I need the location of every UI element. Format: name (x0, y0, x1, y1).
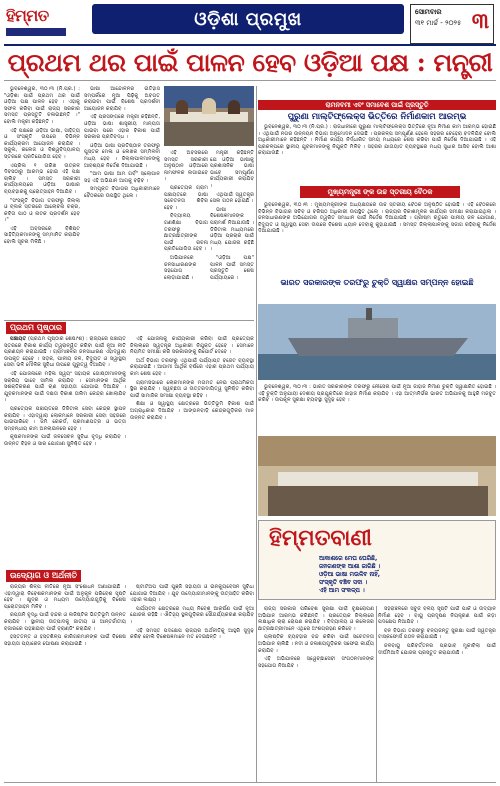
logo-tag-bar (6, 28, 66, 36)
photo-person (228, 100, 240, 114)
article-column-3: ଏହି ଅବସରରେ ସମସ୍ତ ସରକାରୀ ଅନୁଷ୍ଠାନ ଓଡ଼ିଆରେ ନାମଫଳକ ଲଗାଇବେ । ପ୍ରତ୍ୟେକ ଗ୍ରାମ ପଞ୍ଚାୟତରେ ଭାଷା ସଚେତନତା ଶିବିର ହେବ । ବିଦ୍ୟାଳୟ ଗଣଶିକ୍ଷା ବିଭାଗ ତରଫରୁ ଛାତ୍ରଛାତ୍ରୀଙ୍କ ପାଇଁ ରଚନା ପ୍ରତିଯୋଗିତା ହେବ । ଅଭିଯାନରେ ଜନସାଧାରଣଙ୍କ ସହଯୋଗ ଲୋଡ଼ାଯାଇଛି । (164, 150, 208, 281)
poem-line: ଜନଗଣଙ୍କ ଆଶା ଜାଗିଛି । (319, 563, 381, 570)
lower-column-1: ପଞ୍ଚାୟତ (ପ୍ରଥମ ପୃଷ୍ଠାର ଶେଷାଂଶ) : ରାଜ୍ୟରେ ପଞ୍ଚାୟତ ସ୍ତରରେ ବିକାଶ କାର୍ଯ୍ୟ ତ୍ୱରାନ୍ୱିତ କରିବା ପାଇଁ ନୂଆ ନୀତି ପ୍ରଣୟନ କରାଯାଇଛି । ଗ୍ରାମାଞ୍ଚଳର ଜନସାଧାରଣ ଏହାଦ୍ୱାରା ଉପକୃତ ହେବେ । ସଡ଼କ, ପାନୀୟ ଜଳ, ବିଦ୍ୟୁତ ଓ ସ୍ୱାସ୍ଥ୍ୟ ସେବା ଭଳି ମୌଳିକ ସୁବିଧା ଉପରେ ଗୁରୁତ୍ୱ ଦିଆଯିବ । ଏହି ଯୋଜନାରେ ମହିଳା ସ୍ୱୟଂ ସହାୟକ ଗୋଷ୍ଠୀମାନଙ୍କୁ ସକ୍ରିୟ ଭାବେ ସାମିଲ କରାଯିବ । ସେମାନଙ୍କ ଆର୍ଥିକ ସଶକ୍ତିକରଣ ପାଇଁ ଋଣ ସହାୟତା ଯୋଗାଇ ଦିଆଯିବ । ଯୁବକମାନଙ୍କ ପାଇଁ ଦକ୍ଷତା ବିକାଶ ତାଲିମ କେନ୍ଦ୍ର ଖୋଲାଯିବ । ପ୍ରତ୍ୟେକ ପଞ୍ଚାୟତରେ ଡିଜିଟାଲ ସେବା କେନ୍ଦ୍ର ସ୍ଥାପନ କରାଯିବ । ଏହାଦ୍ୱାରା ଲୋକମାନେ ସରକାରୀ ସେବା ସହଜରେ ପାଇପାରିବେ । ଜମି ରେକର୍ଡ, ପ୍ରମାଣପତ୍ର ଓ ଭତ୍ତା ସମ୍ବନ୍ଧୀୟ କାମ ଅନଲାଇନରେ ହେବ । କୃଷକମାନଙ୍କ ପାଇଁ ଜଳସେଚନ ସୁବିଧା ବୃଦ୍ଧି କରାଯିବ । ଉନ୍ନତ ବିହନ ଓ ସାର ଯୋଗାଣ ସୁନିଶ୍ଚିତ ହେବ । (4, 336, 126, 447)
side-story-headline: ପୁରୁଣା ମାଲ୍ଟିଫ୍ଲେକ୍ସ ଭିତ୍ତିରେ ନିର୍ମାଣକାମ ଆରମ୍ଭ (287, 112, 467, 122)
section-title: ଓଡ଼ିଶା ପ୍ରମୁଖ (194, 8, 302, 30)
side-story-body-2: ଭୁବନେଶ୍ୱର, ୩୦।୩ : ମୁଖ୍ୟମନ୍ତ୍ରୀଙ୍କ ଅଧ୍ୟକ୍ଷତାରେ ଉଚ୍ଚ ସ୍ତରୀୟ ବୈଠକ ଅନୁଷ୍ଠିତ ହୋଇଛି । ଏହି ବୈଠକରେ ବିଭିନ୍ନ ବିଭାଗର ସଚିବ ଓ ବରିଷ୍ଠ ଅଧିକାରୀ ଉପସ୍ଥିତ ଥିଲେ । ରାଜ୍ୟର ବିକାଶମୂଳକ କାର୍ଯ୍ୟର ସମୀକ୍ଷା କରାଯାଇଥିଲା । ଜନସାଧାରଣଙ୍କ ଅଭିଯୋଗର ତ୍ୱରିତ ସମାଧାନ ପାଇଁ ନିର୍ଦ୍ଦେଶ ଦିଆଯାଇଛି । ଗ୍ରୀଷ୍ମ ଋତୁରେ ପାନୀୟ ଜଳ ଯୋଗାଣ, ବିଦ୍ୟୁତ ଓ ସ୍ୱାସ୍ଥ୍ୟ ସେବା ଉପରେ ବିଶେଷ ଧ୍ୟାନ ଦେବାକୁ କୁହାଯାଇଛି । ସମସ୍ତ ଜିଲ୍ଲାପାଳଙ୍କୁ ସଜାଗ ରହିବାକୁ ନିର୍ଦ୍ଦେଶ ଦିଆଯାଇଛି । (258, 202, 496, 235)
photo-audience (268, 486, 488, 516)
photo-table (278, 472, 478, 486)
lower-column-3: ରାଜ୍ୟର ଶିଳ୍ପ ନୀତିରେ ନୂଆ ସଂଶୋଧନ ଅଣାଯାଇଛି । ଏହାଦ୍ୱାରା ନିବେଶକମାନଙ୍କ ପାଇଁ ଅନୁକୂଳ ପରିବେଶ ସୃଷ୍ଟି ହେବ । କ୍ଷୁଦ୍ର ଓ ମଧ୍ୟମ ଉଦ୍ୟୋଗଗୁଡ଼ିକୁ ବିଶେଷ ପ୍ରୋତ୍ସାହନ ମିଳିବ । ରପ୍ତାନି ବୃଦ୍ଧି ପାଇଁ ବନ୍ଦର ଓ ଲଜିଷ୍ଟିକ ଭିତ୍ତିଭୂମି ଉନ୍ନତ କରାଯିବ । ସ୍ଥାନୀୟ ଉତ୍ପାଦକୁ ଜାତୀୟ ଓ ଆନ୍ତର୍ଜାତୀୟ ବଜାରରେ ପହଞ୍ଚାଇବା ପାଇଁ ବ୍ରାଣ୍ଡିଂ କରାଯିବ । ହସ୍ତତନ୍ତ ଓ ହସ୍ତଶିଳ୍ପ କାରିଗରମାନଙ୍କ ପାଇଁ ବିଶେଷ ସହାୟତା ପ୍ୟାକେଜ ଘୋଷଣା କରାଯାଇଛି । (4, 584, 126, 647)
press-meet-photo (164, 86, 254, 146)
masthead-rule (4, 44, 496, 46)
side-story-body: ଭୁବନେଶ୍ୱର, ୩୦।୩ (ନି.ପ୍ର.) : ରାଜଧାନୀରେ ପୁରୁଣା ମାଲ୍ଟିଫ୍ଲେକ୍ସ ଭିତ୍ତିରେ ନୂଆ ନିର୍ମାଣ କାମ ଆରମ୍ଭ ହୋଇଛି । ଏଥିପାଇଁ ନଗର ଉନ୍ନୟନ ବିଭାଗ ଅନୁମୋଦନ ଦେଇଛି । ପ୍ରକଳ୍ପ ସମ୍ପୂର୍ଣ୍ଣ ହେଲେ ସହରର ଚେହେରା ବଦଳିଯିବ ବୋଲି ଅଧିକାରୀମାନେ କହିଛନ୍ତି । ନିର୍ମାଣ କାର୍ଯ୍ୟ ନିର୍ଦ୍ଧାରିତ ସମୟ ମଧ୍ୟରେ ଶେଷ କରିବା ପାଇଁ ନିର୍ଦ୍ଦେଶ ଦିଆଯାଇଛି । ଏହି ପ୍ରକଳ୍ପରେ ସ୍ଥାନୀୟ ଯୁବକମାନଙ୍କୁ ନିଯୁକ୍ତି ମିଳିବ । ସହରର ଯାତାୟାତ ବ୍ୟବସ୍ଥାରେ ମଧ୍ୟ ସୁଧାର ଆସିବ ବୋଲି ଆଶା କରାଯାଉଛି । (258, 124, 496, 157)
ship-tower (348, 318, 398, 338)
photo-person (202, 98, 216, 114)
page-number: ୩ (471, 9, 489, 34)
photo-sea (258, 354, 496, 380)
side-story-kicker: ରାମନବମୀ ଏବଂ ସମାବେଶ ପାଇଁ ପ୍ରସ୍ତୁତି (258, 100, 496, 110)
side-sub-headline: ମୁଖ୍ୟମନ୍ତ୍ରୀ ଙ୍କ ଉଚ୍ଚ ସ୍ତରୀୟ ବୈଠକ (300, 186, 460, 198)
article-column-1: ଭୁବନେଶ୍ୱର, ୩୦।୩ (ନି.ପ୍ର.) : "ଓଡ଼ିଶା ପାଇଁ ପ୍ରଥମ ଥର ପାଇଁ ଓଡ଼ିଆ ପକ୍ଷ ପାଳନ ହେବ । ଏହାକୁ ସଫଳ କରିବା ପାଇଁ ରାଜ୍ୟ ସରକାର ସମସ୍ତ ପ୍ରସ୍ତୁତି ଚଳାଇଛନ୍ତି ।" ବୋଲି ମନ୍ତ୍ରୀ କହିଛନ୍ତି । ଏହି ପକ୍ଷରେ ଓଡ଼ିଆ ଭାଷା, ସାହିତ୍ୟ ଓ ସଂସ୍କୃତି ଉପରେ ବିଭିନ୍ନ କାର୍ଯ୍ୟକ୍ରମ ଆୟୋଜନ କରାଯିବ । ସ୍କୁଲ, କଲେଜ ଓ ବିଶ୍ୱବିଦ୍ୟାଳୟ ସ୍ତରରେ ପ୍ରତିଯୋଗିତା ହେବ । ଏପ୍ରିଲ ୧ ତାରିଖ ଉତ୍କଳ ଦିବସଠାରୁ ଆରମ୍ଭ ହୋଇ ଏହି ପକ୍ଷ ଚାଲିବ । ସମସ୍ତ ସରକାରୀ କାର୍ଯ୍ୟାଳୟରେ ଓଡ଼ିଆ ଭାଷାର ବ୍ୟବହାରକୁ ପ୍ରୋତ୍ସାହନ ଦିଆଯିବ । "ସଂସ୍କୃତି ବିଭାଗ ତରଫରୁ ଜିଲ୍ଲା ଓ ବ୍ଲକ ସ୍ତରରେ ଆଲୋଚନା ଚକ୍ର, କବିତା ପାଠ ଓ ନାଟକ ପ୍ରଦର୍ଶନ ହେବ ।" ଏହି ଅବସରରେ ବିଶିଷ୍ଟ ସାହିତ୍ୟିକମାନଙ୍କୁ ସମ୍ମାନିତ କରାଯିବ ବୋଲି ସୂଚନା ମିଳିଛି । (4, 86, 80, 246)
photo-person (176, 100, 188, 114)
lower-column-2: ଏହି ଯୋଜନାକୁ କାର୍ଯ୍ୟକାରୀ କରିବା ପାଇଁ ପ୍ରତ୍ୟେକ ଜିଲ୍ଲାରେ ସ୍ୱତନ୍ତ୍ର ଅଧିକାରୀ ନିଯୁକ୍ତ ହେବେ । ସେମାନେ ନିୟମିତ ସମୀକ୍ଷା କରି ସରକାରଙ୍କୁ ରିପୋର୍ଟ ଦେବେ । ଅର୍ଥ ବିଭାଗ ତରଫରୁ ଏଥିପାଇଁ ପର୍ଯ୍ୟାପ୍ତ ବଜେଟ ବ୍ୟବସ୍ଥା କରାଯାଇଛି । ଆଗାମୀ ଆର୍ଥିକ ବର୍ଷରେ ଏହାର ପ୍ରଥମ ପର୍ଯ୍ୟାୟ କାମ ଶେଷ ହେବ । ଗ୍ରାମସଭାରେ ଲୋକମାନଙ୍କ ମତାମତ ନେଇ ପ୍ରାଥମିକତା ସ୍ଥିର କରାଯିବ । ସ୍ୱଚ୍ଛତା ଓ ଉତ୍ତରଦାୟିତ୍ୱ ସୁନିଶ୍ଚିତ କରିବା ପାଇଁ ସାମାଜିକ ସମୀକ୍ଷା ବ୍ୟବସ୍ଥା ରହିବ । ଶିକ୍ଷା ଓ ସ୍ୱାସ୍ଥ୍ୟ କ୍ଷେତ୍ରରେ ଭିତ୍ତିଭୂମି ବିକାଶ ପାଇଁ ଅଗ୍ରାଧିକାର ଦିଆଯିବ । ଆଙ୍ଗନବାଡ଼ି କେନ୍ଦ୍ରଗୁଡ଼ିକର ମାନ ଉନ୍ନତ କରାଯିବ । (130, 336, 254, 421)
poem-line: ସଂସ୍କୃତି ବଞ୍ଚିବ ସଦା । (319, 579, 368, 586)
lower-column-4: ଷ୍ଟାର୍ଟଅପ ପାଇଁ ପୁଞ୍ଜି ସହାୟତା ଓ ଇନକ୍ୟୁବେସନ ସୁବିଧା ଯୋଗାଇ ଦିଆଯିବ । ଯୁବ ଉଦ୍ୟୋଗୀମାନଙ୍କୁ ଉତ୍ସାହିତ କରିବା ଏହାର ଲକ୍ଷ୍ୟ । ପର୍ଯ୍ୟଟନ କ୍ଷେତ୍ରରେ ମଧ୍ୟ ନିବେଶ ଆକର୍ଷଣ ପାଇଁ ନୂଆ ଯୋଜନା ରହିଛି । ଐତିହ୍ୟ ସ୍ଥଳଗୁଡ଼ିକର ସୌନ୍ଦର୍ଯ୍ୟକରଣ କରାଯିବ । ଏହି ସମସ୍ତ ପଦକ୍ଷେପ ରାଜ୍ୟର ଅର୍ଥନୀତିକୁ ଆହୁରି ସୁଦୃଢ଼ କରିବ ବୋଲି ବିଶେଷଜ୍ଞମାନେ ମତ ଦେଇଛନ୍ତି । (130, 584, 254, 641)
main-headline: ପ୍ରଥମ ଥର ପାଇଁ ପାଳନ ହେବ ଓଡ଼ିଆ ପକ୍ଷ : ମନ୍ତ୍ରୀ (7, 48, 493, 77)
poem-box (258, 520, 496, 600)
sub-section-tag: ଉଦ୍ୟୋଗ ଓ ଅର୍ଥନୀତି (6, 570, 81, 582)
article-column-2: ଭାଷା ଆନ୍ଦୋଳନର ଇତିହାସ ସମ୍ପର୍କରେ ନୂଆ ପିଢ଼ିକୁ ଅବଗତ କରାଇବା ପାଇଁ ବିଶେଷ ପ୍ରଦର୍ଶନୀ ଆୟୋଜନ କରାଯିବ । ଏହି ପ୍ରସଙ୍ଗରେ ମନ୍ତ୍ରୀ କହିଛନ୍ତି, ଓଡ଼ିଆ ଭାଷା ଶାସ୍ତ୍ରୀୟ ମାନ୍ୟତା ପାଇବା ପରେ ଏହାର ବିକାଶ ପାଇଁ ସରକାର ପ୍ରତିବଦ୍ଧ । ଓଡ଼ିଆ ଭାଷା ପ୍ରତିଷ୍ଠାନ ତରଫରୁ ପୁସ୍ତକ ମେଳା ଓ ଲେଖକ ସମ୍ମିଳନୀ ମଧ୍ୟ ହେବ । ଜିଲ୍ଲାପାଳମାନଙ୍କୁ ଆବଶ୍ୟକ ନିର୍ଦ୍ଦେଶ ଦିଆଯାଇଛି । "ଆମ ଭାଷା ଆମ ଗର୍ବ" ସ୍ଲୋଗାନ ସହ ଏହି ଅଭିଯାନ ଆଗକୁ ବଢ଼ିବ । ସମ୍ପୃକ୍ତ ବିଭାଗର ଅଧିକାରୀମାନେ ବୈଠକରେ ଉପସ୍ଥିତ ଥିଲେ । (84, 86, 160, 199)
issue-date: ୩୧ ମାର୍ଚ୍ଚ - ୨୦୨୫ (415, 19, 462, 27)
newspaper-logo (6, 6, 66, 40)
headline-rule (4, 80, 496, 81)
right-lower-column-1: ରାଜ୍ୟ ସରକାର ପରିବେଶ ସୁରକ୍ଷା ପାଇଁ ବୃକ୍ଷରୋପଣ ଅଭିଯାନ ଆରମ୍ଭ କରିଛନ୍ତି । ପ୍ରତ୍ୟେକ ଜିଲ୍ଲାରେ ଲକ୍ଷାଧିକ ଚାରା ରୋପଣ କରାଯିବ । ବିଦ୍ୟାଳୟ ଓ କଲେଜର ଛାତ୍ରଛାତ୍ରୀମାନେ ଏଥିରେ ଅଂଶଗ୍ରହଣ କରିବେ । ପ୍ଲାଷ୍ଟିକ ବ୍ୟବହାର ବନ୍ଦ କରିବା ପାଇଁ ସଚେତନତା ଅଭିଯାନ ଚାଲିଛି । ନଦୀ ଓ ଜଳାଶୟଗୁଡ଼ିକର ସଫେଇ କାର୍ଯ୍ୟ କରାଯିବ । ଏହି ଅଭିଯାନରେ ସ୍ୱେଚ୍ଛାସେବୀ ସଂଗଠନମାନଙ୍କ ସହଯୋଗ ନିଆଯିବ । (258, 606, 374, 669)
photo-floor (164, 122, 254, 146)
story-title: ପଞ୍ଚାୟତ (10, 336, 27, 342)
section-tag: ପ୍ରଥମ ପୃଷ୍ଠାର (6, 322, 66, 334)
ship-hull (288, 338, 468, 356)
column-divider (376, 606, 377, 782)
ship-photo (258, 304, 496, 380)
ship-mast (366, 308, 372, 320)
issue-day: ସୋମବାର (415, 8, 442, 16)
logo-text: ହିମ୍ମତ (6, 6, 49, 25)
section-divider (4, 320, 254, 321)
issue-box (410, 4, 494, 44)
right-lower-column-2: ସହରାଞ୍ଚଳରେ ସବୁଜ ବଳୟ ସୃଷ୍ଟି ପାଇଁ ପାର୍କ ଓ ଉଦ୍ୟାନ ନିର୍ମାଣ ହେବ । ବାୟୁ ପ୍ରଦୂଷଣ ନିୟନ୍ତ୍ରଣ ପାଇଁ କଡ଼ା ପଦକ୍ଷେପ ନିଆଯିବ । ବନ ବିଭାଗ ତରଫରୁ ବନ୍ୟଜନ୍ତୁ ସୁରକ୍ଷା ପାଇଁ ସ୍ୱତନ୍ତ୍ର ଟାସ୍କଫୋର୍ସ ଗଠନ କରାଯାଇଛି । ଜଳବାୟୁ ପରିବର୍ତ୍ତନର ପ୍ରଭାବ ମୁକାବିଲା ପାଇଁ ଦୀର୍ଘମିଆଦି ଯୋଜନା ପ୍ରସ୍ତୁତ କରାଯାଉଛି । (378, 606, 496, 656)
bottom-rule (4, 782, 496, 783)
article-column-4: ମନ୍ତ୍ରୀ କହିଛନ୍ତି ଯେ ଓଡ଼ିଆ ଭାଷାକୁ ପ୍ରଶାସନିକ ଭାଷା ଭାବେ ସମ୍ପୂର୍ଣ୍ଣ କାର୍ଯ୍ୟକାରୀ କରାଯିବ । ଏଥିପାଇଁ ସ୍ୱତନ୍ତ୍ର ସେଲ ଗଠନ ହୋଇଛି । ଭାଷା ବିଶେଷଜ୍ଞମାନଙ୍କ ପରାମର୍ଶ ନିଆଯାଉଛି । ଡିଜିଟାଲ ମାଧ୍ୟମରେ ଓଡ଼ିଆ ପ୍ରଚାର ପାଇଁ ମଧ୍ୟ ଯୋଜନା ରହିଛି । "ଓଡ଼ିଆ ପକ୍ଷ" ପାଳନ ପାଇଁ ସମସ୍ତ ପ୍ରସ୍ତୁତି ଶେଷ ପର୍ଯ୍ୟାୟରେ । (210, 150, 254, 281)
poem-line: ଆକାଶରେ ମେଘ ଘେରିଛି, (319, 555, 378, 562)
ship-story-body: ଭୁବନେଶ୍ୱର, ୩୦।୩ : ଭାରତ ସରକାରଙ୍କ ତରଫରୁ ନୌସେନା ପାଇଁ ନୂଆ ଜାହାଜ ନିର୍ମାଣ ଚୁକ୍ତି ସ୍ୱାକ୍ଷରିତ ହୋଇଛି । ଏହି ଚୁକ୍ତି ଅନୁଯାୟୀ ଦେଶୀୟ ପ୍ରଯୁକ୍ତିରେ ଜାହାଜ ନିର୍ମାଣ କରାଯିବ । ଏହା ଆତ୍ମନିର୍ଭର ଭାରତ ଅଭିଯାନକୁ ଆହୁରି ମଜବୁତ କରିବ । ଉପକୂଳ ସୁରକ୍ଷା ବ୍ୟବସ୍ଥା ସୁଦୃଢ଼ ହେବ । (258, 384, 496, 404)
second-side-headline: ଭାରତ ସରକାରଙ୍କ ତରଫରୁ ଚୁକ୍ତି ସ୍ୱାକ୍ଷର ସମ୍ପନ୍ନ ହୋଇଛି (280, 278, 474, 287)
poem-line: ଓଡ଼ିଆ ଭାଷା ମଉଳିବ ନାହିଁ, (319, 571, 381, 578)
poem-line: ଏହି ଆମ ସଂକଳ୍ପ । (319, 587, 365, 594)
photo-wall (258, 436, 496, 466)
column-divider (256, 86, 257, 782)
meeting-photo (258, 436, 496, 516)
poem-logo: ହିମ୍ମତବାଣୀ (269, 525, 372, 551)
section-banner (92, 4, 404, 34)
